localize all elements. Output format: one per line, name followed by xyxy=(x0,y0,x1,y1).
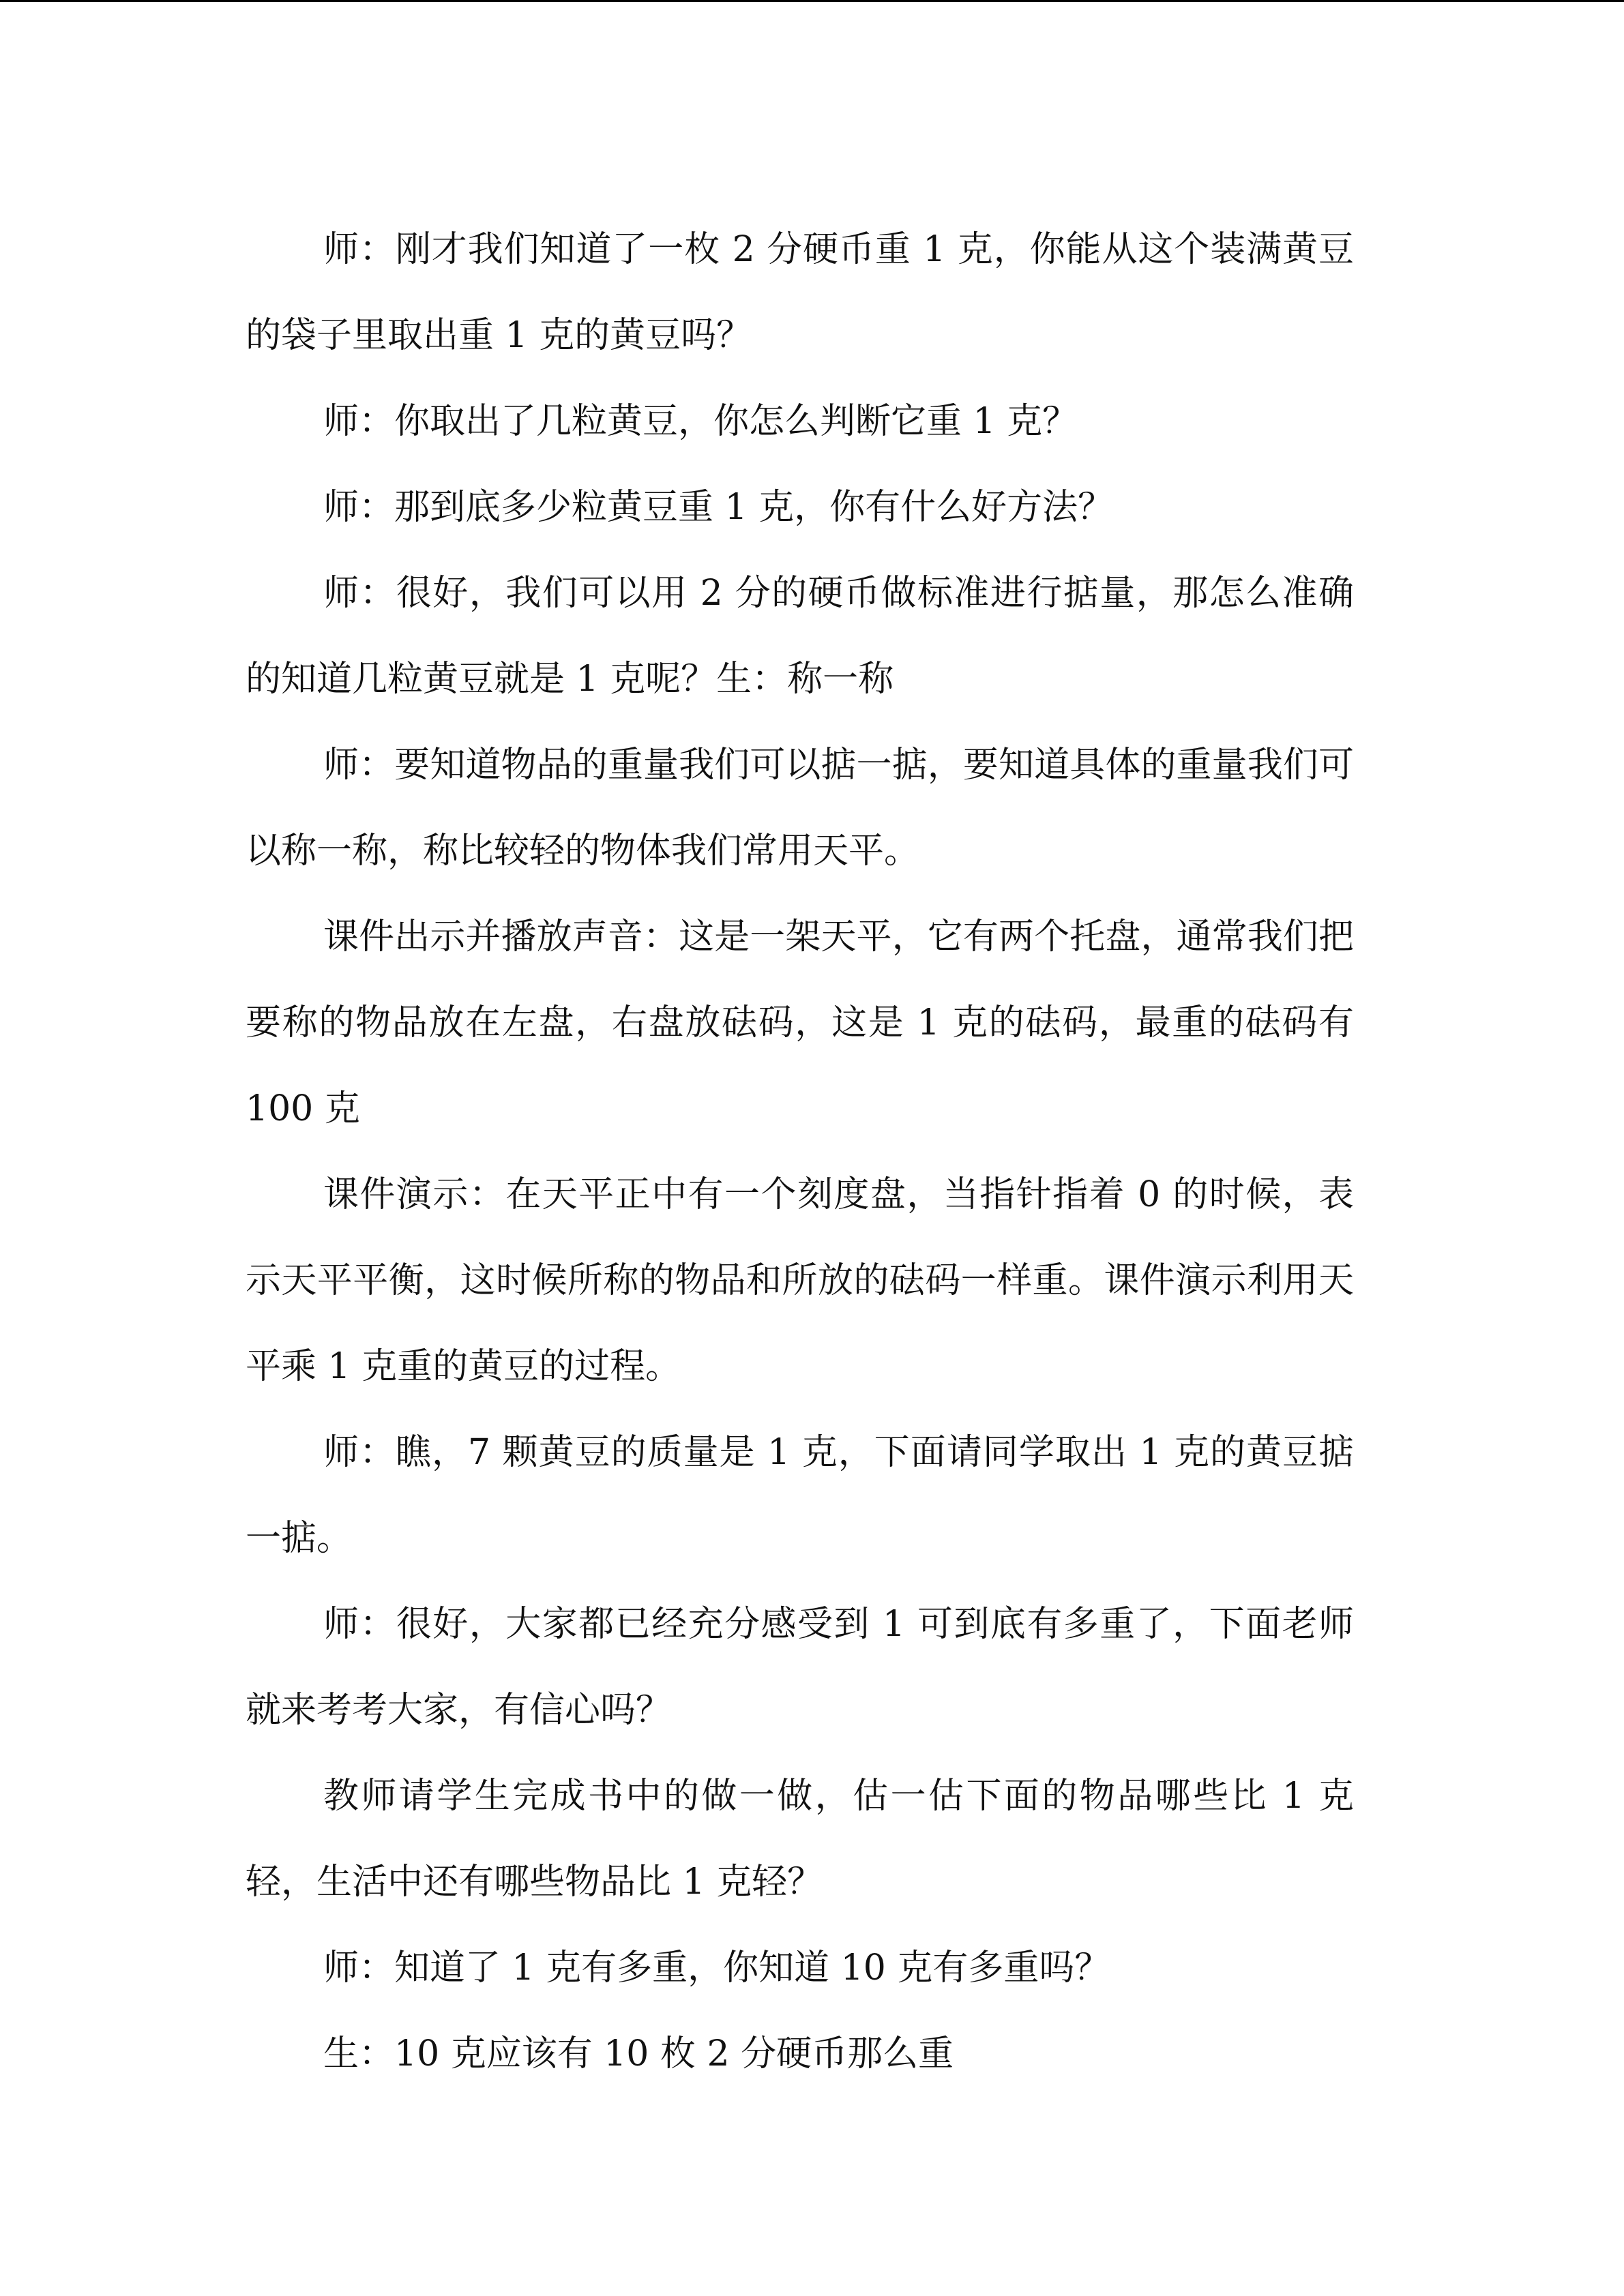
paragraph-10: 教师请学生完成书中的做一做，估一估下面的物品哪些比 1 克轻，生活中还有哪些物品比 1 克轻？ xyxy=(246,1776,1354,1903)
paragraph-4: 师：很好，我们可以用 2 分的硬币做标准进行掂量，那怎么准确的知道几粒黄豆就是 1 克呢？生：称一称 xyxy=(246,573,1354,700)
paragraph-3: 师：那到底多少粒黄豆重 1 克，你有什么好方法？ xyxy=(323,487,1114,528)
paragraph-6: 课件出示并播放声音：这是一架天平，它有两个托盘，通常我们把要称的物品放在左盘，右盘放砝码，这是 1 克的砝码，最重的砝码有 100 克 xyxy=(246,916,1354,1129)
paragraph-5: 师：要知道物品的重量我们可以掂一掂，要知道具体的重量我们可以称一称，称比较轻的物体我们常用天平。 xyxy=(246,745,1354,871)
paragraph-11: 师：知道了 1 克有多重，你知道 10 克有多重吗？ xyxy=(323,1948,1110,1988)
paragraph-2: 师：你取出了几粒黄豆，你怎么判断它重 1 克？ xyxy=(323,401,1078,442)
paragraph-7: 课件演示：在天平正中有一个刻度盘，当指针指着 0 的时候，表示天平平衡，这时候所称的物品和所放的砝码一样重。课件演示利用天平乘 1 克重的黄豆的过程。 xyxy=(246,1174,1354,1387)
paragraph-8: 师：瞧，7 颗黄豆的质量是 1 克，下面请同学取出 1 克的黄豆掂一掂。 xyxy=(246,1432,1354,1559)
paragraph-12: 生：10 克应该有 10 枚 2 分硬币那么重 xyxy=(323,2033,954,2074)
document-body xyxy=(246,207,1354,2097)
paragraph-1: 师：刚才我们知道了一枚 2 分硬币重 1 克，你能从这个装满黄豆的袋子里取出重 1 克的黄豆吗？ xyxy=(246,229,1354,356)
paragraph-9: 师：很好，大家都已经充分感受到 1 可到底有多重了，下面老师就来考考大家，有信心吗？ xyxy=(246,1604,1354,1731)
